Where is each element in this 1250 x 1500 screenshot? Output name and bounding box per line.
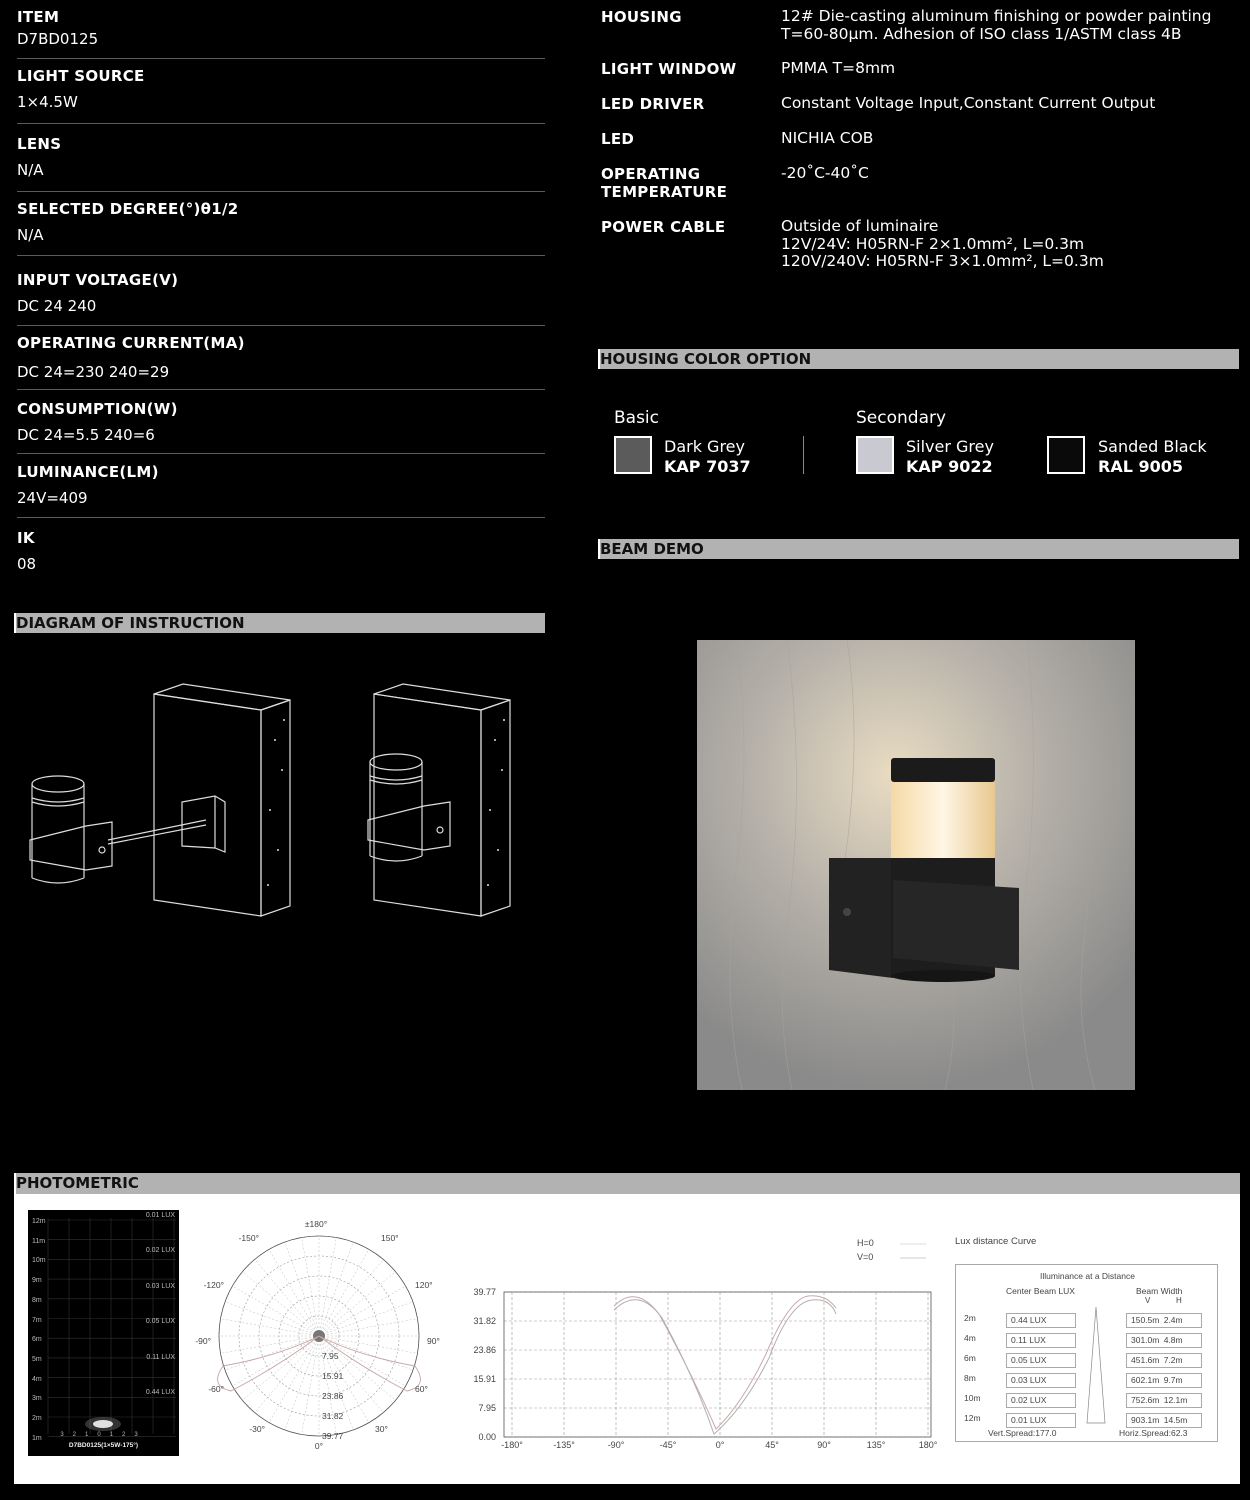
polar-spoke <box>242 1272 319 1336</box>
distance-label: 6m <box>32 1336 42 1344</box>
lux-cell-h: 7.2m <box>1163 1355 1183 1365</box>
spec-value <box>781 218 1104 271</box>
distance-label: 9m <box>32 1277 42 1285</box>
curve-v <box>614 1300 836 1434</box>
secondary-label: Secondary <box>856 408 947 428</box>
divider <box>17 123 545 124</box>
spec-label-line: TEMPERATURE <box>601 183 728 201</box>
section-diagram: DIAGRAM OF INSTRUCTION <box>14 613 545 633</box>
spec-line: 12V/24V: H05RN-F 2×1.0mm², L=0.3m <box>781 234 1085 253</box>
curve-x-tick: 90° <box>817 1440 831 1450</box>
spec-value: N/A <box>17 226 44 244</box>
photometric-panel <box>14 1194 1240 1484</box>
spec-label: ITEM <box>17 8 60 26</box>
polar-spoke <box>285 1336 319 1430</box>
lux-cell: 2m <box>964 1313 976 1323</box>
spec-label: LIGHT SOURCE <box>17 67 145 85</box>
polar-angle-label: 120° <box>415 1280 433 1290</box>
lux-label: 0.44 LUX <box>145 1389 175 1396</box>
table-header: Illuminance at a Distance <box>1040 1271 1135 1281</box>
lux-distance-table <box>955 1264 1218 1442</box>
color-code: KAP 9022 <box>906 457 993 476</box>
distance-label: 5m <box>32 1355 42 1363</box>
isolux-caption: D7BD0125(1×5W-175°) <box>68 1442 139 1449</box>
lux-cell-h: 4.8m <box>1163 1335 1183 1345</box>
lux-cell: 0.05 LUX <box>1006 1353 1076 1368</box>
distance-label: 12m <box>32 1218 46 1225</box>
polar-spoke <box>269 1249 319 1336</box>
curve-x-tick: 135° <box>866 1440 886 1450</box>
spec-label: INPUT VOLTAGE(V) <box>17 271 179 289</box>
polar-spoke <box>232 1286 319 1336</box>
x-ticks: 3210123 <box>60 1432 147 1438</box>
spec-label: LED DRIVER <box>601 95 705 113</box>
curve-x-tick: -90° <box>607 1440 625 1450</box>
spec-line: Outside of luminaire <box>781 217 939 235</box>
lux-cell: 903.1m 14.5m <box>1126 1413 1202 1428</box>
curve-y-tick: 23.86 <box>473 1345 496 1355</box>
polar-chart <box>184 1206 454 1466</box>
spec-value: PMMA T=8mm <box>781 59 896 77</box>
polar-angle-label: -120° <box>203 1280 224 1290</box>
lux-cell: 602.1m 9.7m <box>1126 1373 1202 1388</box>
distance-label: 3m <box>32 1395 42 1403</box>
spec-label: LENS <box>17 135 62 153</box>
spec-value: NICHIA COB <box>781 129 874 147</box>
polar-ring-label: 23.86 <box>322 1391 344 1401</box>
spec-line: 12# Die-casting aluminum finishing or powder painting <box>781 7 1212 25</box>
distance-label: 4m <box>32 1375 42 1383</box>
lux-label: 0.05 LUX <box>145 1318 175 1325</box>
lux-label: 0.11 LUX <box>146 1353 175 1361</box>
divider <box>17 453 545 454</box>
curve-x-tick: -135° <box>553 1440 575 1450</box>
polar-curve-h <box>218 1336 319 1391</box>
color-swatch-dark-grey <box>614 436 652 474</box>
col-center-beam: Center Beam LUX <box>1006 1286 1075 1296</box>
polar-angle-label: 60° <box>415 1384 428 1394</box>
spec-label: LED <box>601 130 635 148</box>
lux-cell: 451.6m 7.2m <box>1126 1353 1202 1368</box>
spec-value: N/A <box>17 161 44 179</box>
lux-cell: 0.03 LUX <box>1006 1373 1076 1388</box>
spec-value: D7BD0125 <box>17 30 99 48</box>
polar-ring-label: 39.77 <box>322 1431 344 1441</box>
beam-cone <box>1086 1305 1106 1425</box>
spec-item <box>17 8 545 48</box>
spec-item <box>17 334 545 381</box>
lux-cell-h: 12.1m <box>1163 1395 1188 1405</box>
polar-spoke <box>319 1272 396 1336</box>
divider <box>17 255 545 256</box>
polar-angle-label: 0° <box>314 1441 324 1451</box>
spec-label: POWER CABLE <box>601 218 726 236</box>
distance-label: 8m <box>32 1296 42 1304</box>
spec-label: IK <box>17 529 35 547</box>
distance-labels <box>32 1212 46 1448</box>
section-housing-color: HOUSING COLOR OPTION <box>598 349 1239 369</box>
polar-ring-label: 31.82 <box>322 1411 344 1421</box>
polar-spoke <box>242 1336 319 1400</box>
distance-label: 10m <box>32 1257 46 1265</box>
col-beam-width: Beam Width <box>1136 1286 1183 1296</box>
color-swatch-silver-grey <box>856 436 894 474</box>
spec-label: CONSUMPTION(W) <box>17 400 178 418</box>
spec-line: 120V/240V: H05RN-F 3×1.0mm², L=0.3m <box>781 252 1104 270</box>
spec-value: DC 24=230 240=29 <box>17 363 170 381</box>
spec-item <box>17 529 545 573</box>
beam-demo-photo <box>697 640 1135 1090</box>
spec-label: OPERATING CURRENT(MA) <box>17 334 245 352</box>
lux-cell: 150.5m 2.4m <box>1126 1313 1202 1328</box>
polar-angle-label: 90° <box>427 1336 440 1346</box>
spec-line: T=60-80μm. Adhesion of ISO class 1/ASTM class 4B <box>781 24 1182 43</box>
spec-value: 24V=409 <box>17 489 88 507</box>
col-v: V <box>1145 1296 1151 1305</box>
vert-spread: Vert.Spread:177.0 <box>988 1428 1057 1438</box>
section-photometric: PHOTOMETRIC <box>14 1173 1240 1194</box>
lux-cell: 0.11 LUX <box>1006 1333 1076 1348</box>
curve-frame <box>504 1292 931 1437</box>
spec-value: 1×4.5W <box>17 93 78 111</box>
spec-item <box>17 400 545 444</box>
lux-label: 0.03 LUX <box>145 1282 175 1290</box>
spec-item <box>17 271 545 315</box>
polar-angle-label: -30° <box>249 1424 265 1434</box>
lux-cell: 0.01 LUX <box>1006 1413 1076 1428</box>
basic-label: Basic <box>614 408 660 428</box>
lux-table-title: Lux distance Curve <box>955 1236 1037 1247</box>
polar-angle-label: -150° <box>238 1233 259 1243</box>
curve-x-tick: 45° <box>765 1440 779 1450</box>
lux-label: 0.02 LUX <box>145 1247 175 1254</box>
lux-label: 0.01 LUX <box>145 1212 175 1219</box>
polar-angle-label: -60° <box>208 1384 224 1394</box>
polar-spoke <box>319 1259 383 1336</box>
installation-diagram <box>20 680 530 930</box>
curve-x-tick: 0° <box>715 1440 725 1450</box>
lux-cell-h: 14.5m <box>1163 1415 1188 1425</box>
spec-label-line: OPERATING <box>601 165 701 183</box>
lux-cell: 0.02 LUX <box>1006 1393 1076 1408</box>
color-name: Sanded Black <box>1098 437 1207 456</box>
polar-angle-label: ±180° <box>304 1219 328 1229</box>
divider <box>17 58 545 59</box>
lux-cell: 0.44 LUX <box>1006 1313 1076 1328</box>
spec-label: LIGHT WINDOW <box>601 60 737 78</box>
color-code: RAL 9005 <box>1098 457 1183 476</box>
spec-label: LUMINANCE(LM) <box>17 463 159 481</box>
distance-label: 2m <box>32 1415 42 1423</box>
distance-label: 11m <box>32 1237 46 1245</box>
divider <box>17 325 545 326</box>
polar-spoke <box>319 1286 406 1336</box>
curve-x-tick: 180° <box>918 1440 938 1450</box>
polar-angle-label: 150° <box>381 1233 399 1243</box>
color-swatch-sanded-black <box>1047 436 1085 474</box>
col-h: H <box>1176 1296 1182 1305</box>
curve-legend-label: H=0 <box>857 1238 874 1248</box>
curve-x-tick: -45° <box>659 1440 677 1450</box>
spec-value <box>781 8 1211 43</box>
color-code: KAP 7037 <box>664 457 751 476</box>
curve-y-tick: 7.95 <box>478 1403 496 1413</box>
spec-value: DC 24=5.5 240=6 <box>17 426 155 444</box>
lux-cell: 6m <box>964 1353 976 1363</box>
distance-label: 1m <box>32 1434 42 1442</box>
polar-curve-v <box>319 1336 420 1391</box>
spec-value: Constant Voltage Input,Constant Current Output <box>781 94 1156 112</box>
distance-label: 7m <box>32 1316 42 1324</box>
spec-item <box>17 463 545 507</box>
light-glow <box>85 1417 121 1431</box>
curve-legend-label: V=0 <box>857 1252 874 1262</box>
curve-y-tick: 15.91 <box>473 1374 496 1384</box>
divider <box>17 191 545 192</box>
divider <box>17 517 545 518</box>
spec-label: SELECTED DEGREE(°)θ1/2 <box>17 200 239 218</box>
intensity-curve-chart <box>444 1224 938 1464</box>
polar-spoke <box>255 1259 319 1336</box>
curve-y-tick: 39.77 <box>473 1287 496 1297</box>
spec-label <box>601 165 727 201</box>
polar-spoke <box>319 1249 369 1336</box>
spec-value: DC 24 240 <box>17 297 97 315</box>
polar-angle-label: -90° <box>195 1336 211 1346</box>
polar-spoke <box>285 1242 319 1336</box>
curve-x-tick: -180° <box>501 1440 523 1450</box>
spec-label: HOUSING <box>601 8 682 26</box>
lux-cell-h: 2.4m <box>1163 1315 1183 1325</box>
polar-ring-label: 7.95 <box>322 1351 339 1361</box>
lux-cell: 4m <box>964 1333 976 1343</box>
spec-item <box>17 200 545 244</box>
divider <box>803 436 804 474</box>
horiz-spread: Horiz.Spread:62.3 <box>1119 1428 1188 1438</box>
lux-labels <box>146 1212 175 1425</box>
spec-item <box>17 135 545 179</box>
lux-cell: 752.6m 12.1m <box>1126 1393 1202 1408</box>
curve-y-tick: 0.00 <box>478 1432 496 1442</box>
lux-cell: 10m <box>964 1393 981 1403</box>
polar-spoke <box>269 1336 319 1423</box>
divider <box>17 389 545 390</box>
polar-ring-label: 15.91 <box>322 1371 344 1381</box>
curve-y-tick: 31.82 <box>473 1316 496 1326</box>
lux-cell-h: 9.7m <box>1163 1375 1183 1385</box>
color-name: Silver Grey <box>906 437 994 456</box>
spec-item <box>17 67 545 111</box>
spec-value: 08 <box>17 555 37 573</box>
color-name: Dark Grey <box>664 437 745 456</box>
lux-cell: 301.0m 4.8m <box>1126 1333 1202 1348</box>
lux-cell: 8m <box>964 1373 976 1383</box>
section-beam-demo: BEAM DEMO <box>598 539 1239 559</box>
polar-angle-label: 30° <box>375 1424 388 1434</box>
curve-h <box>614 1296 836 1429</box>
polar-spoke <box>255 1336 319 1413</box>
lux-cell: 12m <box>964 1413 981 1423</box>
spec-value: -20˚C-40˚C <box>781 164 869 182</box>
isolux-chart <box>28 1210 179 1456</box>
